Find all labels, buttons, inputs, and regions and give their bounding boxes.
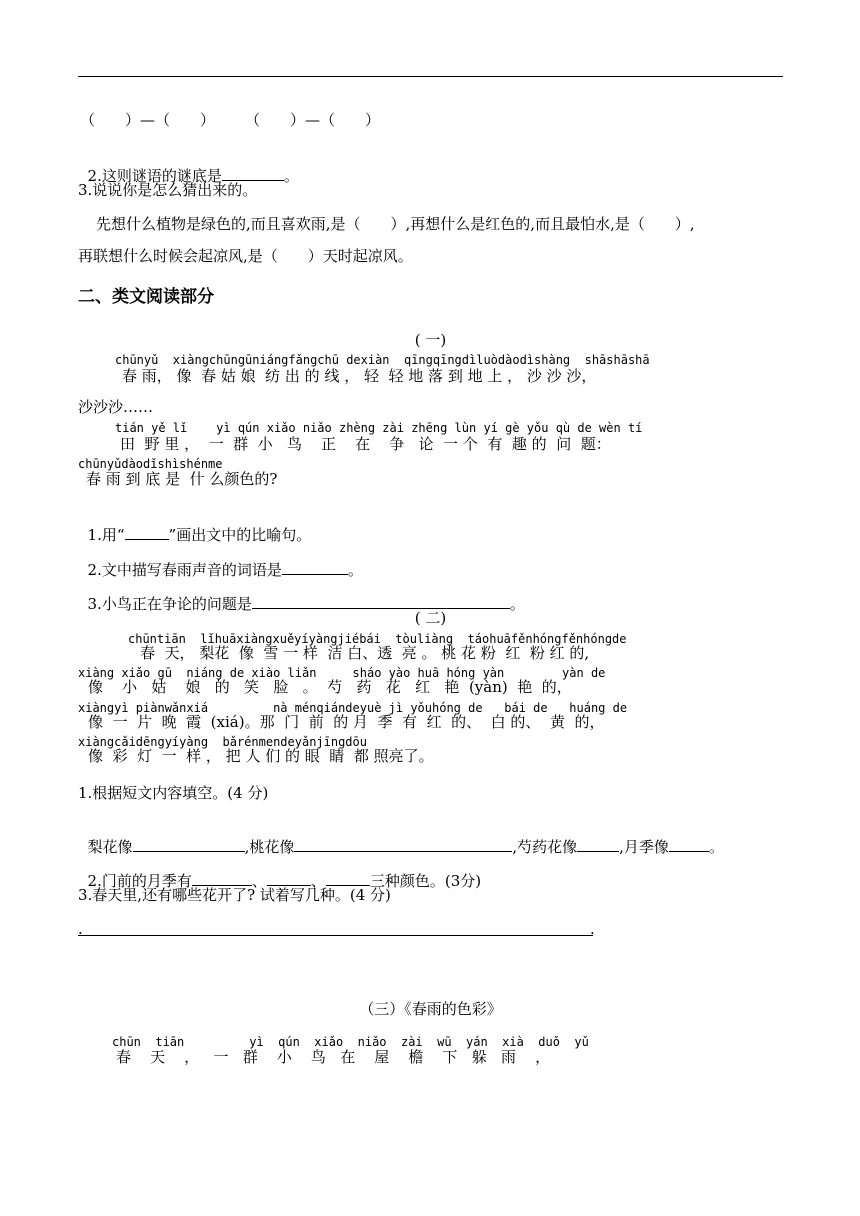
line-start-dot: . (78, 920, 83, 938)
question-other-flowers: 3.春天里,还有哪些花开了? 试着写几种。(4 分) (78, 886, 391, 904)
header-rule (78, 76, 783, 77)
answer-blank[interactable] (267, 871, 311, 886)
question-rose-colors: 2.门前的月季有 、 、 三种颜色。(3分) (87, 872, 482, 890)
pinyin-line: xiàngyì piànwǎnxiá nà ménqiándeyuè jì yǒuhóng de bái de huáng de (78, 701, 628, 715)
passage-text-line: 像 彩 灯 一 样 ， 把 人 们 的 眼 睛 都 照亮了。 (88, 747, 434, 765)
pinyin-line: chūntiān lǐhuāxiàngxuěyíyàngjiébái tòuliàng táohuāfěnhóngfěnhóngde (128, 632, 627, 646)
passage-text-line: 春 雨 到 底 是 什 么颜色的? (86, 470, 278, 488)
question-sound-words: 2.文中描写春雨声音的词语是 。 (87, 561, 363, 579)
passage-2-label: ( 二) (414, 609, 447, 627)
question-fill-blanks: 1.根据短文内容填空。(4 分) (78, 784, 269, 802)
answer-blank[interactable] (133, 837, 245, 852)
answer-blank[interactable] (192, 871, 252, 886)
fill-in-similes: 梨花像 ,桃花像 ,芍药花像 ,月季像 。 (87, 838, 724, 856)
answer-blank[interactable] (294, 837, 512, 852)
pinyin-line: chūnyǔ xiàngchūngūniángfǎngchū dexiàn qīngqīngdìluòdàodìshàng shāshāshā (115, 353, 650, 367)
passage-text-line: 春 天 ， 一 群 小 鸟 在 屋 檐 下 躲 雨 ， (116, 1048, 551, 1066)
answer-blank[interactable] (125, 525, 169, 540)
hint-paragraph-line-1: 先想什么植物是绿色的,而且喜欢雨,是（ ）,再想什么是红色的,而且最怕水,是（ ）, (96, 215, 695, 233)
passage-text-line: 田 野 里 ， 一 群 小 鸟 正 在 争 论 一 个 有 趣 的 问 题： (120, 435, 611, 453)
bracket-pairs: （ ）—（ ） （ ）—（ ） (80, 111, 381, 129)
passage-3-title: （三）《春雨的色彩》 (359, 1000, 502, 1018)
passage-text-line: 像 一 片 晚 霞 (xiá)。那 门 前 的 月 季 有 红 的、 白 的、 黄 的， (88, 713, 605, 731)
pinyin-line: xiàng xiǎo gū niáng de xiào liǎn sháo yào huā hóng yàn yàn de (78, 666, 606, 680)
answer-blank[interactable] (222, 166, 284, 181)
answer-blank[interactable] (252, 594, 510, 609)
line-end-dot: . (590, 920, 595, 938)
question-riddle-answer: 2.这则谜语的谜底是 。 (87, 167, 299, 185)
answer-blank[interactable] (577, 837, 619, 852)
answer-blank[interactable] (282, 560, 348, 575)
pinyin-line: chūn tiān yì qún xiǎo niǎo zài wū yán xià duǒ yǔ (112, 1035, 589, 1049)
section-heading: 二、类文阅读部分 (78, 287, 214, 307)
passage-text-line: 像 小 姑 娘 的 笑 脸 。 芍 药 花 红 艳 (yàn) 艳 的， (88, 678, 572, 696)
question-bird-debate: 3.小鸟正在争论的问题是 。 (87, 595, 525, 613)
question-metaphor: 1.用“ ”画出文中的比喻句。 (87, 526, 312, 544)
pinyin-line: xiàngcǎidēngyíyàng bǎrénmendeyǎnjīngdōu (78, 735, 367, 749)
hint-paragraph-line-2: 再联想什么时候会起凉风,是（ ）天时起凉风。 (78, 247, 413, 265)
passage-text-line: 沙沙沙…… (78, 398, 154, 416)
pinyin-line: chūnyǔdàodǐshìshénme (78, 457, 223, 471)
pinyin-line: tián yě lǐ yì qún xiǎo niǎo zhèng zài zhēng lùn yí gè yǒu qù de wèn tí (115, 421, 643, 435)
answer-blank[interactable] (326, 871, 370, 886)
passage-text-line: 春 天， 梨花 像 雪 一 样 洁 白、透 亮 。 桃 花 粉 红 粉 红 的, (140, 644, 590, 662)
question-explain: 3.说说你是怎么猜出来的。 (78, 181, 258, 199)
answer-line[interactable] (78, 935, 593, 936)
passage-text-line: 春 雨， 像 春 姑 娘 纺 出 的 线 ， 轻 轻 地 落 到 地 上 ， 沙 沙 沙， (122, 367, 597, 385)
passage-1-label: ( 一) (414, 331, 447, 349)
answer-blank[interactable] (669, 837, 709, 852)
